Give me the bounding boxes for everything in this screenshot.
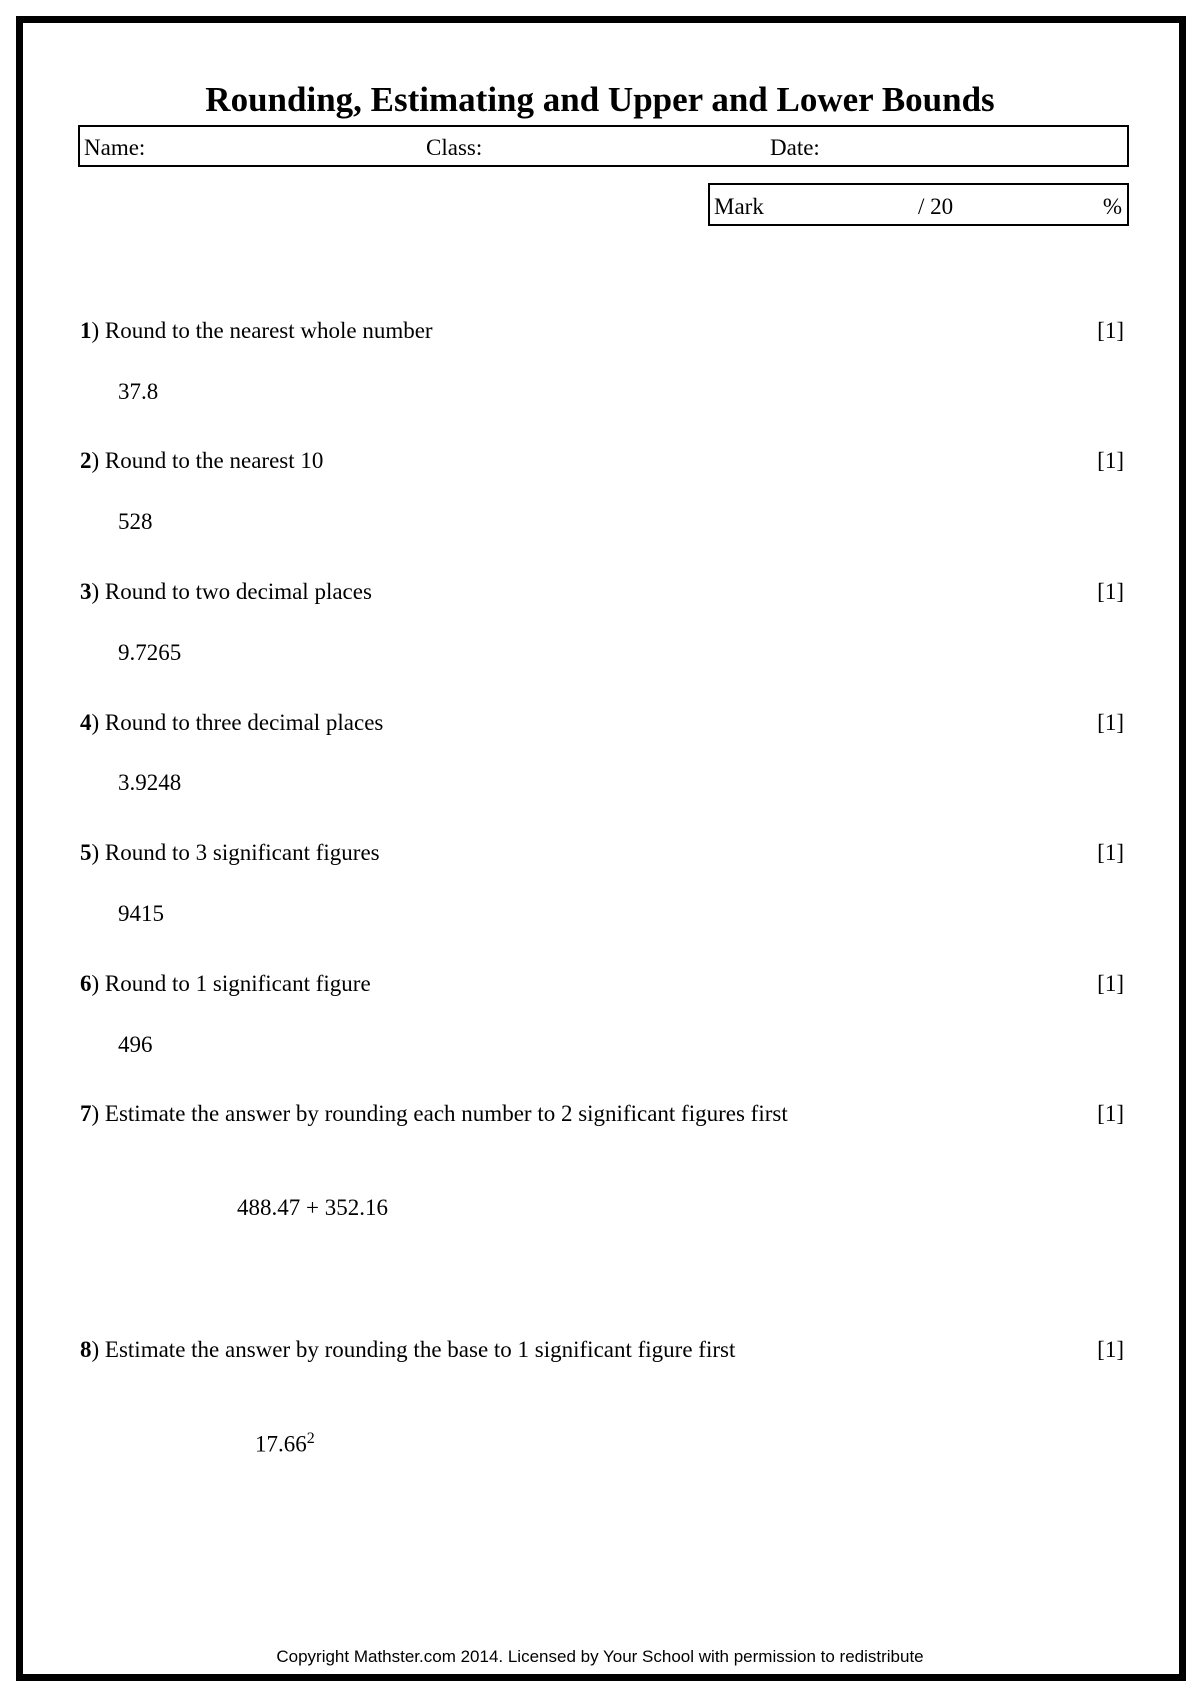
question-paren: )	[91, 1101, 100, 1126]
question-text: Round to the nearest whole number	[99, 318, 433, 343]
mark-label: Mark	[714, 194, 764, 219]
question-paren: )	[91, 579, 100, 604]
question-5	[80, 840, 1132, 870]
expression-exponent: 2	[306, 1430, 315, 1447]
question-3	[80, 579, 1132, 609]
question-marks: [1]	[1097, 318, 1124, 343]
question-marks: [1]	[1097, 1337, 1124, 1362]
question-paren: )	[91, 971, 100, 996]
question-paren: )	[91, 710, 100, 735]
student-info-box	[78, 125, 1129, 167]
question-4	[80, 710, 1132, 740]
question-8-expression	[255, 1430, 315, 1458]
question-paren: )	[91, 840, 100, 865]
question-4-value: 3.9248	[118, 770, 182, 795]
question-5-value: 9415	[118, 901, 164, 926]
question-marks: [1]	[1097, 579, 1124, 604]
name-label: Name:	[84, 135, 146, 160]
question-number: 8	[80, 1337, 92, 1362]
mark-percent: %	[1102, 194, 1122, 219]
question-marks: [1]	[1097, 448, 1124, 473]
question-2-value: 528	[118, 509, 153, 534]
question-number: 7	[80, 1101, 92, 1126]
question-1-value: 37.8	[118, 379, 159, 404]
question-7	[80, 1101, 1132, 1131]
question-text: Estimate the answer by rounding the base to 1 significant figure first	[99, 1337, 736, 1362]
question-2	[80, 448, 1132, 478]
question-text: Round to the nearest 10	[99, 448, 324, 473]
question-text: Round to 3 significant figures	[99, 840, 380, 865]
copyright-footer: Copyright Mathster.com 2014. Licensed by Your School with permission to redistribute	[276, 1647, 924, 1666]
question-1	[80, 318, 1132, 348]
mark-box	[708, 183, 1129, 226]
question-marks: [1]	[1097, 1101, 1124, 1126]
question-6	[80, 971, 1132, 1001]
question-number: 3	[80, 579, 92, 604]
question-paren: )	[91, 1337, 100, 1362]
question-paren: )	[91, 448, 100, 473]
date-label: Date:	[770, 135, 820, 160]
question-number: 1	[80, 318, 92, 343]
question-text: Estimate the answer by rounding each number to 2 significant figures first	[99, 1101, 788, 1126]
question-number: 5	[80, 840, 92, 865]
expression-base: 17.66	[255, 1431, 307, 1457]
question-text: Round to 1 significant figure	[99, 971, 371, 996]
question-marks: [1]	[1097, 840, 1124, 865]
question-number: 2	[80, 448, 92, 473]
question-text: Round to three decimal places	[99, 710, 384, 735]
question-text: Round to two decimal places	[99, 579, 372, 604]
class-label: Class:	[426, 135, 483, 160]
mark-total: / 20	[918, 194, 954, 219]
question-number: 4	[80, 710, 92, 735]
question-3-value: 9.7265	[118, 640, 182, 665]
worksheet-title: Rounding, Estimating and Upper and Lower Bounds	[205, 80, 995, 119]
question-number: 6	[80, 971, 92, 996]
question-marks: [1]	[1097, 710, 1124, 735]
question-8	[80, 1337, 1132, 1367]
question-7-expression: 488.47 + 352.16	[237, 1195, 388, 1220]
question-6-value: 496	[118, 1032, 153, 1057]
question-paren: )	[91, 318, 100, 343]
question-marks: [1]	[1097, 971, 1124, 996]
